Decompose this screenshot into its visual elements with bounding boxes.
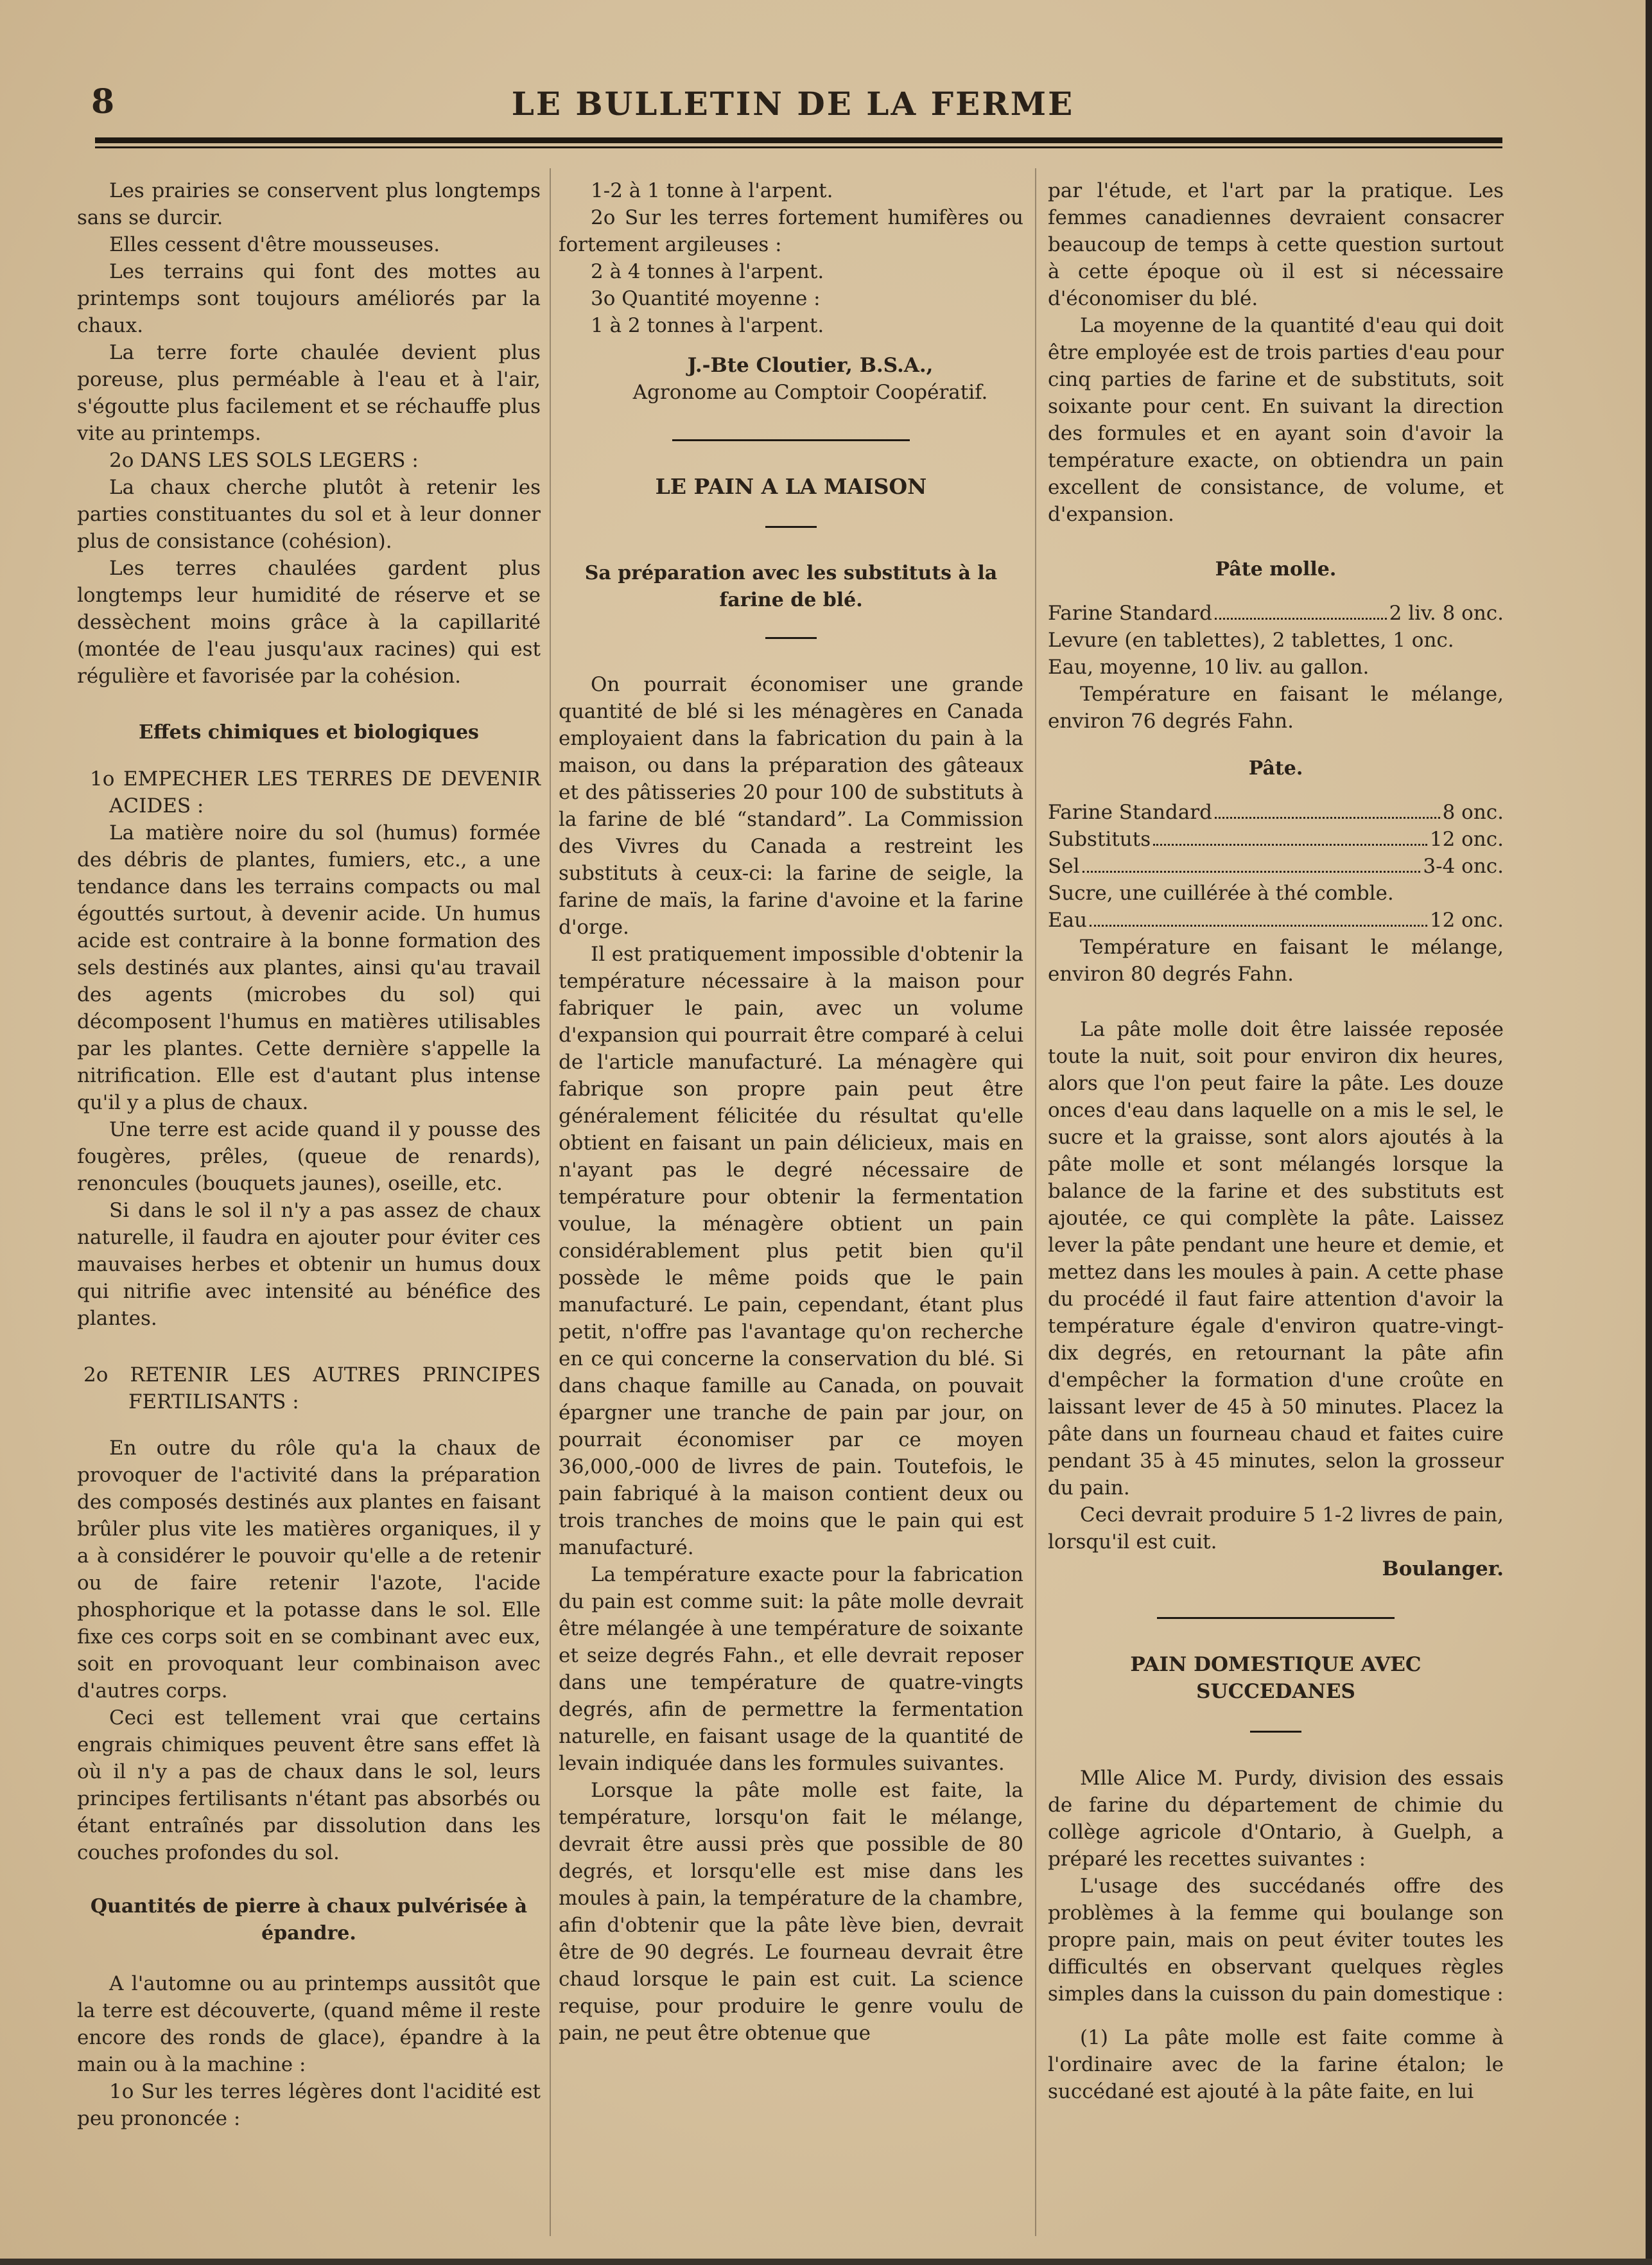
signature: Boulanger. [1382,1557,1504,1580]
header-rule-thick [95,137,1502,143]
ingredient-quantity: 12 onc. [1429,828,1504,851]
column-2 [559,177,1023,2047]
paragraph: par l'étude, et l'art par la pratique. Les femmes canadiennes devraient consacrer beaucoup de temps à cette question surtout à cette époque où il est si nécessaire d'économiser du blé. [1048,179,1504,310]
page-number: 8 [91,82,115,121]
paragraph: Température en faisant le mélange, environ 76 degrés Fahn. [1048,683,1504,733]
recipe-line [1048,826,1504,853]
page-header [83,82,1502,127]
author-name: J.-Bte Cloutier, B.S.A., [687,354,934,377]
ingredient-name: Substituts [1048,828,1151,851]
paragraph: Température en faisant le mélange, environ 80 degrés Fahn. [1048,936,1504,986]
paragraph: On pourrait économiser une grande quantité de blé si les ménagères en Canada employaient dans la fabrication du pain à la maison, ou dans la préparation des gâteaux et des pâtisseries 20 pour 100 de substituts à la farine de blé “standard”. La Commission des Vivres du Canada a restreint les substituts à ceux-ci: la farine de seigle, la farine de maïs, la farine d'avoine et la farine d'orge. [559,673,1023,939]
recipe-heading: Pâte molle. [1215,558,1337,581]
paragraph: Ceci devrait produire 5 1-2 livres de pain, lorsqu'il est cuit. [1048,1503,1504,1553]
recipe-line [1048,853,1504,880]
leader-dots [1215,618,1387,620]
paragraph: Si dans le sol il n'y a pas assez de chaux naturelle, il faudra en ajouter pour éviter ces mauvaises herbes et obtenir un humus doux qui nitrifie avec intensité au bénéfice des plantes. [77,1199,541,1330]
paragraph: Ceci est tellement vrai que certains engrais chimiques peuvent être sans effet là où il n'y a pas de chaux dans le sol, leurs principes fertilisants n'étant pas absorbés ou étant entraînés par dissolution dans les couches profondes du sol. [77,1706,541,1864]
ingredient-quantity: 3-4 onc. [1423,855,1504,878]
paragraph: 1-2 à 1 tonne à l'arpent. [591,179,833,202]
paragraph: La chaux cherche plutôt à retenir les parties constituantes du sol et à leur donner plus de consistance (cohésion). [77,476,541,553]
header-rule-thin [95,146,1502,148]
ingredient-name: Sel [1048,855,1080,878]
leader-dots [1215,817,1440,819]
scan-edge-right [1646,0,1652,2265]
leader-dots [1090,925,1427,927]
recipe-line: Levure (en tablettes), 2 tablettes, 1 onc. [1048,629,1454,652]
ingredient-quantity: 2 liv. 8 onc. [1389,602,1504,625]
section-heading: Effets chimiques et biologiques [139,721,479,744]
paragraph: (1) La pâte molle est faite comme à l'ordinaire avec de la farine étalon; le succédané est ajouté à la pâte faite, en lui [1048,2026,1504,2103]
paragraph: Lorsque la pâte molle est faite, la température, lorsqu'on fait le mélange, devrait être aussi près que possible de 80 degrés, et lorsqu'elle est mise dans les moules à pain, la température de la chambre, afin d'obtenir que la pâte lève bien, devrait être de 90 degrés. Le fourneau devrait être chaud lorsque le pain est cuit. La science requise, pour produire le genre voulu de pain, ne peut être obtenue que [559,1779,1023,2045]
paragraph: La terre forte chaulée devient plus poreuse, plus perméable à l'eau et à l'air, s'égoutte plus facilement et se réchauffe plus vite au printemps. [77,341,541,445]
ingredient-quantity: 8 onc. [1442,801,1504,824]
ingredient-name: Farine Standard [1048,801,1212,824]
paragraph: Mlle Alice M. Purdy, division des essais de farine du département de chimie du collège agricole d'Ontario, à Guelph, a préparé les recettes suivantes : [1048,1767,1504,1871]
recipe-line [1048,600,1504,627]
paragraph: La moyenne de la quantité d'eau qui doit être employée est de trois parties d'eau pour cinq parties de farine et de substituts, soit soixante pour cent. En suivant la direction des formules et en ayant soin d'avoir la température exacte, on obtiendra un pain excellent de consistance, de volume, et d'expansion. [1048,314,1504,526]
section-label: 2o RETENIR LES AUTRES PRINCIPES FERTILISANTS : [83,1363,541,1413]
leader-dots [1082,871,1421,873]
section-heading: Quantités de pierre à chaux pulvérisée à épandre. [90,1895,528,1945]
paragraph: Les terrains qui font des mottes au printemps sont toujours améliorés par la chaux. [77,260,541,337]
paragraph: Il est pratiquement impossible d'obtenir la température nécessaire à la maison pour fabriquer le pain, avec un volume d'expansion qui pourrait être comparé à celui de l'article manufacturé. La ménagère qui fabrique son propre pain peut être généralement félicitée du résultat qu'elle obtient en faisant un pain délicieux, mais en n'ayant pas le degré nécessaire de température pour obtenir la fermentation voulue, la ménagère obtient un pain considérablement plus petit bien qu'il possède le même poids que le pain manufacturé. Le pain, cependant, étant plus petit, n'offre pas l'avantage qu'on recherche en ce qui concerne la conservation du blé. Si dans chaque famille au Canada, on pouvait épargner une tranche de pain par jour, on pourrait économiser par ce moyen 36,000,-000 de livres de pain. Toutefois, le pain fabriqué à la maison contient deux ou trois tranches de moins que le pain qui est manufacturé. [559,943,1023,1559]
article-title: PAIN DOMESTIQUE AVEC SUCCEDANES [1130,1653,1422,1703]
paragraph: A l'automne ou au printemps aussitôt que la terre est découverte, (quand même il reste encore des ronds de glace), épandre à la main ou à la machine : [77,1972,541,2076]
paragraph: Les prairies se conservent plus longtemps sans se durcir. [77,179,541,229]
paragraph: 2o Sur les terres fortement humifères ou fortement argileuses : [559,206,1023,256]
leader-dots [1153,844,1427,846]
recipe-heading: Pâte. [1248,757,1303,780]
ingredient-quantity: 12 onc. [1429,909,1504,932]
scan-edge-bottom [0,2259,1652,2265]
paragraph: Les terres chaulées gardent plus longtemps leur humidité de réserve et se dessèchent moins grâce à la capillarité (montée de l'eau jusqu'aux racines) qui est régulière et favorisée par la cohésion. [77,557,541,688]
author-title: Agronome au Comptoir Coopératif. [632,381,988,404]
paragraph: La matière noire du sol (humus) formée des débris de plantes, fumiers, etc., a une tendance dans les terrains compacts ou mal égouttés surtout, à devenir acide. Un humus acide est contraire à la bonne formation des sels destinés aux plantes, ainsi qu'au travail des agents (microbes du sol) qui décomposent l'humus en matières utilisables par les plantes. Cette dernière s'appelle la nitrification. Elle est d'autant plus intense qu'il y a plus de chaux. [77,821,541,1114]
article-title: LE PAIN A LA MAISON [655,474,927,499]
column-divider [1035,168,1036,2236]
recipe-line [1048,799,1504,826]
recipe-line: Eau, moyenne, 10 liv. au gallon. [1048,656,1369,679]
paragraph: En outre du rôle qu'a la chaux de provoquer de l'activité dans la préparation des composés destinés aux plantes en faisant brûler plus vite les matières organiques, il y a à considérer le pouvoir qu'elle a de retenir ou de faire retenir l'azote, l'acide phosphorique et la potasse dans le sol. Elle fixe ces corps soit en se combinant avec eux, soit en provoquant leur combinaison avec d'autres corps. [77,1437,541,1702]
column-divider [550,168,551,2236]
section-label: 2o DANS LES SOLS LEGERS : [109,449,419,472]
paragraph: La pâte molle doit être laissée reposée toute la nuit, soit pour environ dix heures, alors que l'on peut faire la pâte. Les douze onces d'eau dans laquelle on a mis le sel, le sucre et la graisse, sont alors ajoutés à la pâte molle et sont mélangés lorsque la balance de la farine et des substituts est ajoutée, ce qui complète la pâte. Laissez lever la pâte pendant une heure et demie, et mettez dans les moules à pain. A cette phase du procédé il faut faire attention d'avoir la température égale d'environ quatre-vingt-dix degrés, en retournant la pâte afin d'empêcher la formation d'une croûte en laissant lever de 45 à 50 minutes. Placez la pâte dans un fourneau chaud et faites cuire pendant 35 à 45 minutes, selon la grosseur du pain. [1048,1018,1504,1500]
paragraph: 1o Sur les terres légères dont l'acidité est peu prononcée : [77,2080,541,2130]
column-1 [77,177,541,2132]
paragraph: La température exacte pour la fabrication du pain est comme suit: la pâte molle devrait être mélangée à une température de soixante et seize degrés Fahn., et elle devrait reposer dans une température de quatre-vingts degrés, afin de permettre la fermentation naturelle, en faisant usage de la quantité de levain indiquée dans les formules suivantes. [559,1563,1023,1775]
ingredient-name: Eau [1048,909,1088,932]
paragraph: L'usage des succédanés offre des problèmes à la femme qui boulange son propre pain, mais on peut éviter toutes les difficultés en observant quelques règles simples dans la cuisson du pain domestique : [1048,1875,1504,2006]
newspaper-title: LE BULLETIN DE LA FERME [511,85,1075,123]
paragraph: Une terre est acide quand il y pousse des fougères, prêles, (queue de renards), renoncules (bouquets jaunes), oseille, etc. [77,1118,541,1195]
recipe-line: Sucre, une cuillérée à thé comble. [1048,882,1394,905]
column-3 [1048,177,1504,2105]
paragraph: Elles cessent d'être mousseuses. [109,233,440,256]
article-subtitle: Sa préparation avec les substituts à la farine de blé. [584,562,998,611]
paragraph: 1 à 2 tonnes à l'arpent. [591,314,824,337]
section-label: 1o EMPECHER LES TERRES DE DEVENIR ACIDES : [90,767,541,818]
recipe-line [1048,907,1504,934]
ingredient-name: Farine Standard [1048,602,1212,625]
paragraph: 2 à 4 tonnes à l'arpent. [591,260,824,283]
paragraph: 3o Quantité moyenne : [591,287,821,310]
